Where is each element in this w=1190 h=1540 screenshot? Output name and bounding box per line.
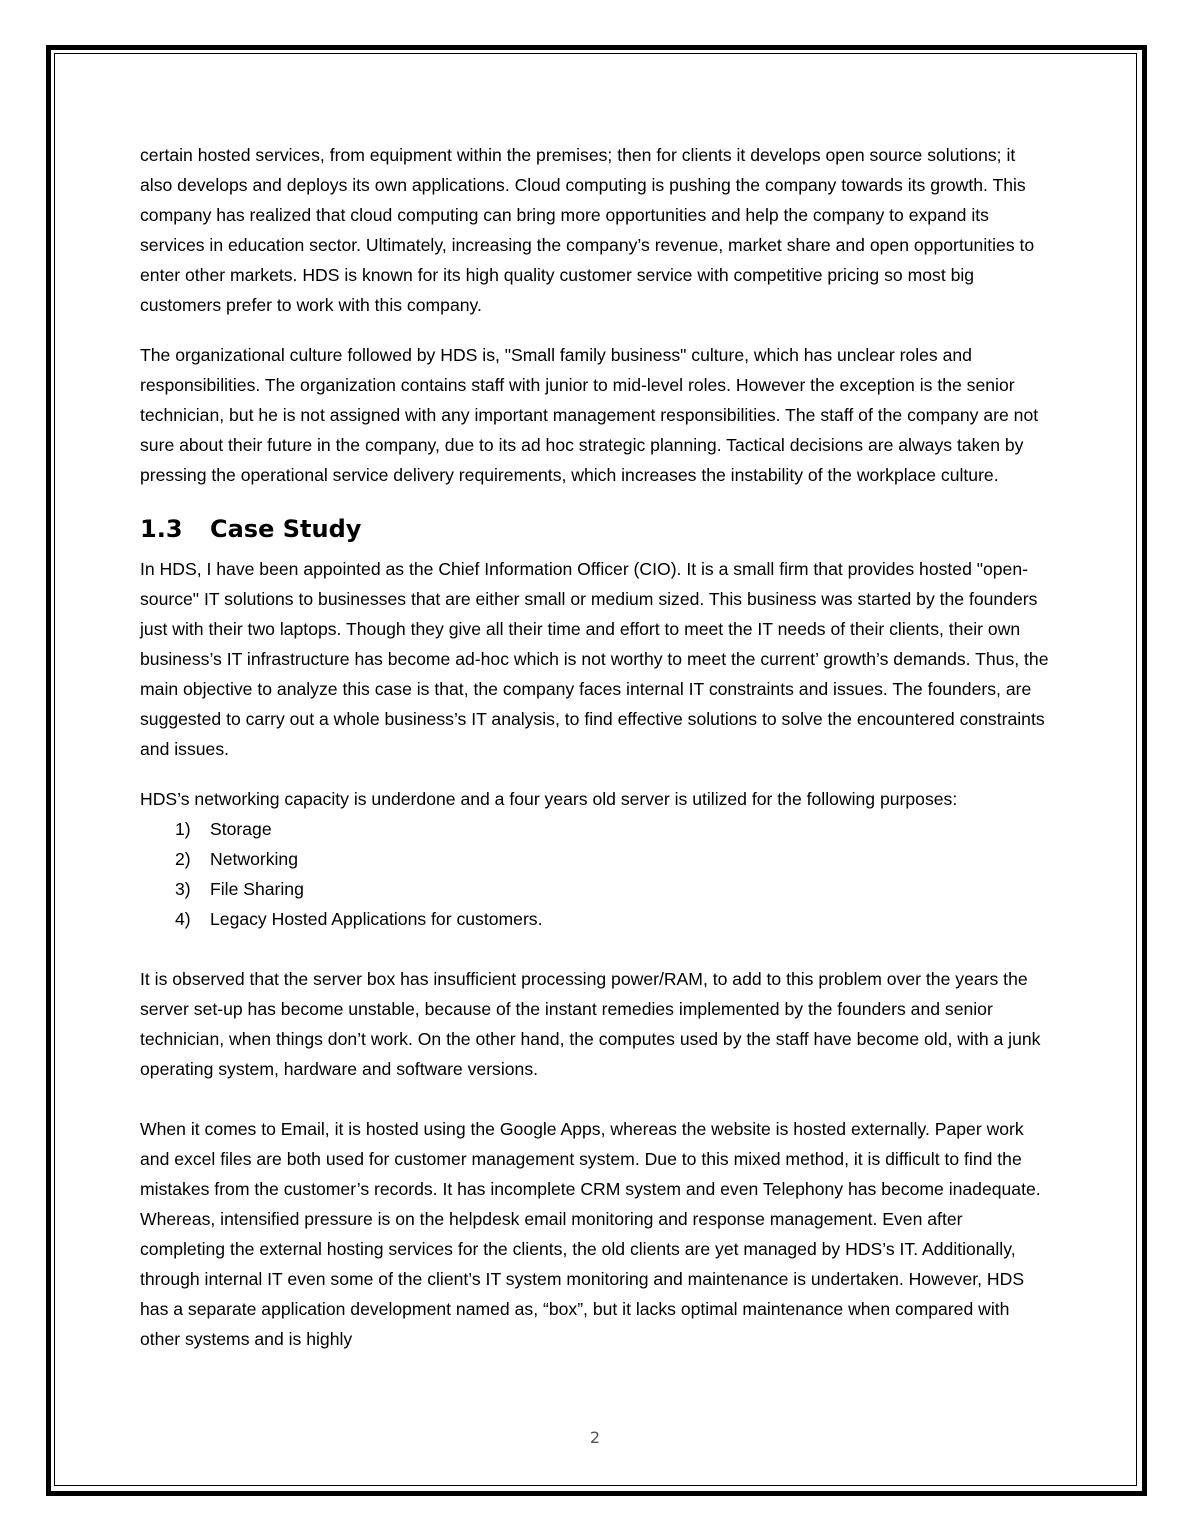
section-heading bbox=[140, 510, 1052, 544]
paragraph-hosted-services: certain hosted services, from equipment within the premises; then for clients it develops open source solutions; it also develops and deploys its own applications. Cloud computing is pushing the company towards its growth. This company has realized that cloud computing can bring more opportunities and help the company to expand its services in education sector. Ultimately, increasing the company’s revenue, market share and open opportunities to enter other markets. HDS is known for its high quality customer service with competitive pricing so most big customers prefer to work with this company. bbox=[140, 145, 1035, 315]
list-item bbox=[140, 844, 1052, 874]
paragraph-case-intro: In HDS, I have been appointed as the Chief Information Officer (CIO). It is a small firm that provides hosted "open-source" IT solutions to businesses that are either small or medium sized. This business was started by the founders just with their two laptops. Though they give all their time and effort to meet the IT needs of their clients, their own business’s IT infrastructure has become ad-hoc which is not worthy to meet the current’ growth’s demands. Thus, the main objective to analyze this case is that, the company faces internal IT constraints and issues. The founders, are suggested to carry out a whole business’s IT analysis, to find effective solutions to solve the encountered constraints and issues. bbox=[140, 559, 1049, 759]
purpose-list bbox=[140, 814, 1052, 934]
list-item-marker: 3) bbox=[175, 879, 191, 899]
list-item-text: File Sharing bbox=[210, 879, 304, 899]
list-item-text: Networking bbox=[210, 849, 299, 869]
list-item-marker: 1) bbox=[175, 819, 191, 839]
list-item-text: Storage bbox=[210, 819, 272, 839]
paragraph-organizational-culture: The organizational culture followed by HDS is, "Small family business" culture, which has unclear roles and responsibilities. The organization contains staff with junior to mid-level roles. However the exception is the senior technician, but he is not assigned with any important management responsibilities. The staff of the company are not sure about their future in the company, due to its ad hoc strategic planning. Tactical decisions are always taken by pressing the operational service delivery requirements, which increases the instability of the workplace culture. bbox=[140, 345, 1039, 485]
list-item bbox=[140, 904, 1052, 934]
paragraph-email-hosting: When it comes to Email, it is hosted using the Google Apps, whereas the website is hosted externally. Paper work and excel files are both used for customer management system. Due to this mixed method, it is difficult to find the mistakes from the customer’s records. It has incomplete CRM system and even Telephony has become inadequate. Whereas, intensified pressure is on the helpdesk email monitoring and response management. Even after completing the external hosting services for the clients, the old clients are yet managed by HDS’s IT. Additionally, through internal IT even some of the client’s IT system monitoring and maintenance is undertaken. However, HDS has a separate application development named as, “box”, but it lacks optimal maintenance when compared with other systems and is highly bbox=[140, 1119, 1041, 1349]
list-item-text: Legacy Hosted Applications for customers. bbox=[210, 909, 543, 929]
list-item bbox=[140, 874, 1052, 904]
paragraph-networking-capacity: HDS’s networking capacity is underdone and a four years old server is utilized for the following purposes: bbox=[140, 789, 958, 809]
document-body bbox=[140, 140, 1052, 1374]
list-item bbox=[140, 814, 1052, 844]
list-item-marker: 2) bbox=[175, 849, 191, 869]
list-item-marker: 4) bbox=[175, 909, 191, 929]
section-title: Case Study bbox=[210, 515, 362, 543]
blank-line bbox=[140, 934, 1052, 964]
page-number: 2 bbox=[589, 1428, 601, 1447]
paragraph-server-issues: It is observed that the server box has insufficient processing power/RAM, to add to this problem over the years the server set-up has become unstable, because of the instant remedies implemented by the founders and senior technician, when things don’t work. On the other hand, the computes used by the staff have become old, with a junk operating system, hardware and software versions. bbox=[140, 969, 1041, 1079]
section-number: 1.3 bbox=[140, 515, 183, 543]
blank-line bbox=[140, 1084, 1052, 1114]
